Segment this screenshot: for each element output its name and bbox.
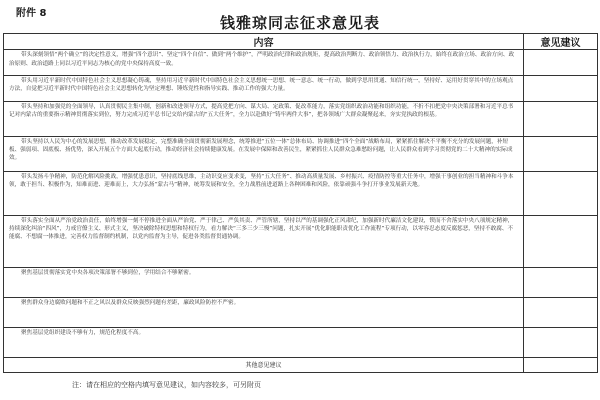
item-text: 带头坚持和加强党的全面领导，认真贯彻民主集中制，创新和改进领导方式，提高党把方向、谋大局、定政策、促改革能力，落实党组织政治功能和组织功能，不折不扣把党中央决策部署和习近平总书记对内蒙古的重要指示精神贯彻落实到位，努力完成习近平总书记交给内蒙古的“五大任务”，全力以赴做好“铸牢两件大事”，把各领域广大群众凝聚起来，夯实党执政的根基。 [9,103,514,118]
item-text: 带头坚持以人民为中心的发展思想，推动改革发展稳定，完整准确全面贯彻新发展理念，统筹推进“五位一体”总体布局、协调推进“四个全面”战略布局，紧紧抓住解决不平衡不充分的发展问题，补短板、强弱项、固底板、扬优势，深入开展五个方面大起底行动，推动经济社会持续健康发展。在发展中保障和改善民生，紧紧抓住人民群众急难愁盼问题，让人民群众看到学习贯彻党的二十大精神的实际成效。 [9,138,513,162]
column-header-advice: 意见建议 [524,34,598,50]
table-row [4,327,598,357]
attachment-label: 附件 8 [16,8,47,19]
item-text: 带头落实全面从严治党政治责任，始终增强一刻不停推进全面从严治党、严于律己、严负其责、严管所辖，坚持以严的基调强化正风肃纪，加强新时代廉洁文化建设，锲而不舍落实中央八项规定精神，持续深化纠治“四风”，力戒官僚主义、形式主义，坚决破除特权思想和特权行为，看力解决“三多三少三慢”问题，扎实开展“优化职能职责优化工作流程”专项行动，以零容忍态度反腐惩恶，坚持不敢腐、不能腐、不想腐一体推进，完善权力监督制约机制，以党内监督为主导，促进各类监督贯通协调。 [9,217,514,241]
advice-cell[interactable] [524,50,598,76]
table-row [4,297,598,327]
advice-cell[interactable] [524,215,598,267]
table-row [4,101,598,136]
item-text: 带头深刻领悟“两个确立”的决定性意义，增强“四个意识”、坚定“四个自信”、做到“两个维护”，严明政治纪律和政治规矩，提高政治判断力、政治领悟力、政治执行力，始终在政治立场、政治方向、政治原则、政治道路上同以习近平同志为核心的党中央保持高度一致。 [9,52,515,67]
advice-cell[interactable] [524,297,598,327]
table-row [4,76,598,102]
advice-cell[interactable] [524,101,598,136]
opinion-table [3,33,598,373]
table-row [4,268,598,298]
other-advice-row [4,357,598,372]
item-text: 带头用习近平新时代中国特色社会主义思想凝心铸魂，坚持用习近平新时代中国特色社会主义思想统一思想、统一意志、统一行动，做到学思用贯通、知信行统一，坚持好、运用好贯穿其中的立场观点方法，自觉把习近平新时代中国特色社会主义思想转化为坚定理想、锤炼党性和指导实践、推动工作的强大力量。 [9,78,514,93]
advice-cell[interactable] [524,171,598,215]
item-text: 聚焦基层党组织建设不够有力，规范化程度不高。 [21,329,145,336]
table-header-row [4,34,598,50]
table-row [4,215,598,267]
item-text: 聚焦基层贯彻落实党中央各项决策部署不够到位，学用结合不够紧密。 [21,270,195,277]
item-text: 聚焦群众身边腐败问题和不正之风以及群众反映强烈问题有差距，廉政风险防控不严密。 [21,299,240,306]
advice-cell[interactable] [524,136,598,171]
table-row [4,171,598,215]
column-header-content: 内容 [4,34,524,50]
table-row [4,50,598,76]
other-advice-label: 其他意见建议 [4,357,524,372]
advice-cell[interactable] [524,327,598,357]
item-text: 带头发扬斗争精神，防范化解风险挑战，增强忧患意识，坚持底线思维，主动识变应变求变，坚持“五大任务”、推动高质量发展、乡村振兴、疫情防控等重大任务中，增强干事创业的担当精神和斗争本领，敢于担当、积极作为，知难而进、迎难而上，大力弘扬“蒙古马”精神，统筹发展和安全，全力战胜前进道路上各种困难和风险，依靠顽强斗争打开事业发展新天地。 [9,173,514,188]
table-row [4,136,598,171]
advice-cell[interactable] [524,76,598,102]
advice-cell[interactable] [524,268,598,298]
footer-note: 注：请在相应的空格内填写意见建议，如内容较多，可另附页 [72,381,261,389]
advice-cell[interactable] [524,357,598,372]
page-title: 钱雅琼同志征求意见表 [219,14,380,32]
